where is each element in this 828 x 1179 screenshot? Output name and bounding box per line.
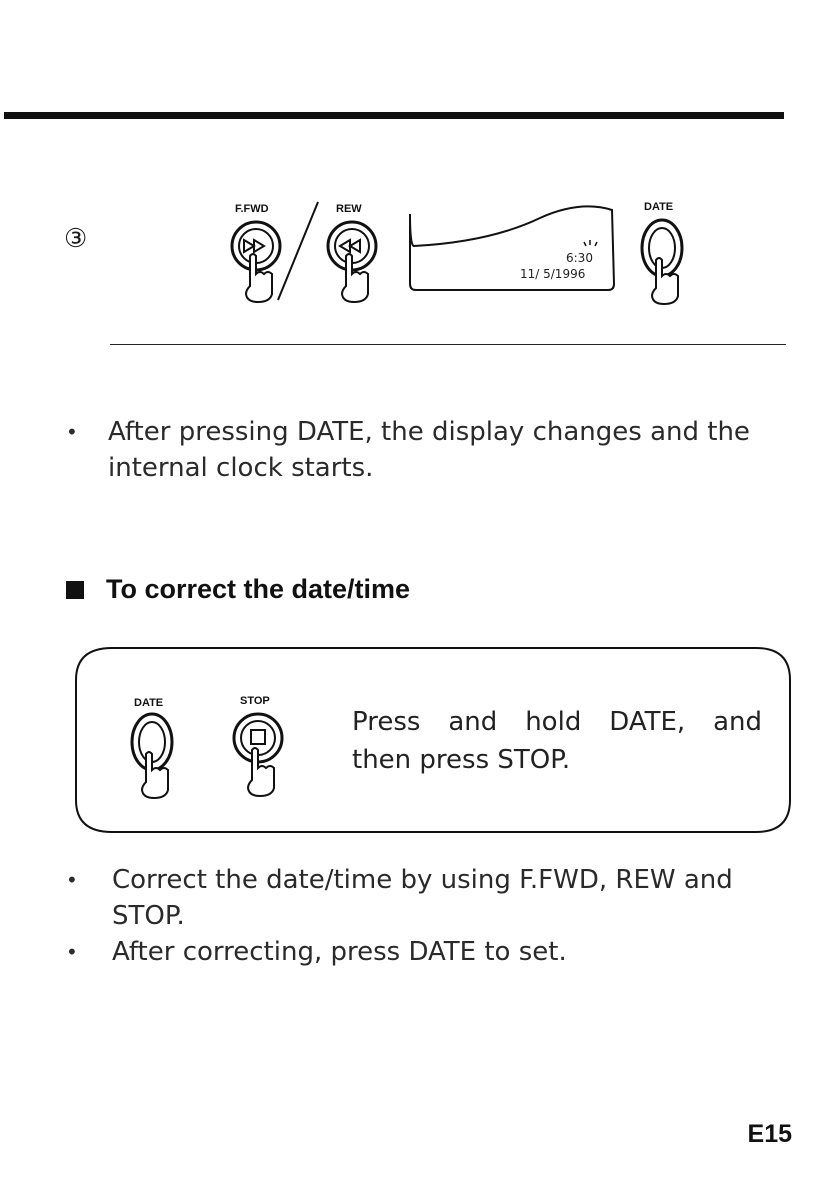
box-stop-button-illustration xyxy=(234,695,282,796)
black-square-icon xyxy=(66,581,84,599)
bullet-marker: • xyxy=(66,868,78,892)
separator-rule xyxy=(110,344,786,345)
top-rule xyxy=(4,112,784,119)
ffwd-button-illustration xyxy=(232,203,280,302)
finger-icon xyxy=(652,258,678,304)
page-number: E15 xyxy=(747,1120,792,1148)
finger-icon xyxy=(342,254,368,302)
bullet-line: After pressing DATE, the display changes and the xyxy=(108,417,750,447)
ffwd-label: F.FWD xyxy=(235,203,269,215)
word: and xyxy=(448,707,498,737)
word: hold xyxy=(525,707,582,737)
instruction-line-1 xyxy=(352,703,762,741)
bullet-line: internal clock starts. xyxy=(108,453,374,483)
word: and xyxy=(713,707,762,737)
display-date: 11/ 5/1996 xyxy=(520,267,586,281)
word: DATE, xyxy=(609,707,686,737)
lcd-display-illustration xyxy=(410,206,614,290)
section-heading xyxy=(66,574,410,605)
bullet-marker: • xyxy=(66,940,78,964)
instruction-text xyxy=(352,703,762,779)
rew-button-illustration xyxy=(328,203,376,302)
fast-forward-icon xyxy=(244,240,264,252)
section-title: To correct the date/time xyxy=(106,574,411,604)
bullet-marker: • xyxy=(66,420,78,444)
rewind-icon xyxy=(340,240,360,252)
slash-separator xyxy=(278,202,318,300)
date-button-illustration xyxy=(642,201,682,304)
bullet-line: Correct the date/time by using F.FWD, REW and xyxy=(112,865,733,895)
box-stop-label: STOP xyxy=(240,695,270,707)
step-diagram xyxy=(0,190,828,310)
instruction-line-2: then press STOP. xyxy=(352,745,571,775)
stop-icon xyxy=(251,730,265,744)
step-number: ③ xyxy=(64,224,88,254)
finger-icon xyxy=(142,752,168,798)
bullet-line: STOP. xyxy=(112,901,185,931)
box-date-button-illustration xyxy=(132,697,172,798)
finger-icon xyxy=(246,254,272,302)
display-time: 6:30 xyxy=(566,251,593,265)
box-date-label: DATE xyxy=(134,697,164,709)
date-label: DATE xyxy=(644,201,674,213)
bullet-line: After correcting, press DATE to set. xyxy=(112,937,567,967)
word: Press xyxy=(352,707,421,737)
rew-label: REW xyxy=(336,203,362,215)
